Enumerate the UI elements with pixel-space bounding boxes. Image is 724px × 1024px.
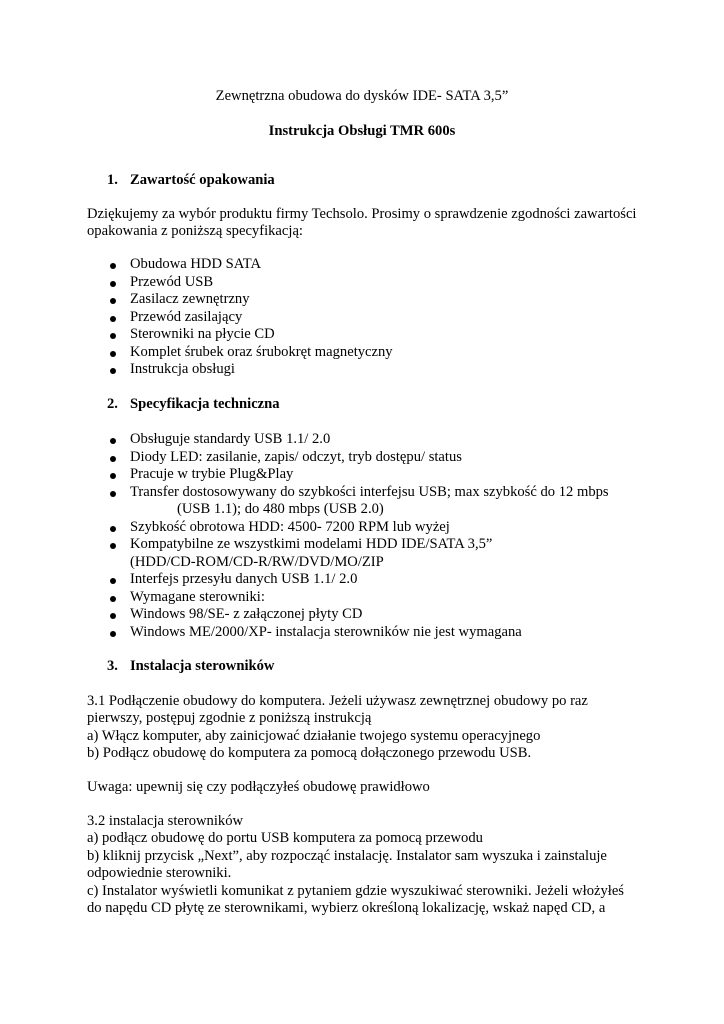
paragraph-line: c) Instalator wyświetli komunikat z pytaniem gdzie wyszukiwać sterowniki. Jeżeli włożyłeś [87,883,624,899]
bullet-icon [110,526,116,532]
section1-heading: Zawartość opakowania [130,172,275,188]
list-item: Instrukcja obsługi [130,361,235,377]
list-item-continuation: (HDD/CD-ROM/CD-R/RW/DVD/MO/ZIP [130,554,384,570]
paragraph-line: 3.1 Podłączenie obudowy do komputera. Jeżeli używasz zewnętrznej obudowy po raz [87,693,588,709]
bullet-icon [110,631,116,637]
section3-number: 3. [107,658,118,674]
paragraph-line: b) kliknij przycisk „Next”, aby rozpocząć instalację. Instalator sam wyszuka i zainstaluje [87,848,607,864]
bullet-icon [110,316,116,322]
bullet-icon [110,543,116,549]
section1-number: 1. [107,172,118,188]
list-item: Pracuje w trybie Plug&Play [130,466,294,482]
bullet-icon [110,596,116,602]
list-item: Windows 98/SE- z załączonej płyty CD [130,606,363,622]
paragraph-line: b) Podłącz obudowę do komputera za pomocą dołączonego przewodu USB. [87,745,532,761]
list-item: Zasilacz zewnętrzny [130,291,250,307]
bullet-icon [110,491,116,497]
bullet-icon [110,368,116,374]
bullet-icon [110,473,116,479]
paragraph-line: 3.2 instalacja sterowników [87,813,244,829]
list-item: Przewód zasilający [130,309,243,325]
bullet-icon [110,438,116,444]
bullet-icon [110,263,116,269]
document-subtitle: Instrukcja Obsługi TMR 600s [268,123,456,139]
list-item: Komplet śrubek oraz śrubokręt magnetyczny [130,344,393,360]
section1-intro-line: opakowania z poniższą specyfikacją: [87,223,303,239]
list-item: Transfer dostosowywany do szybkości interfejsu USB; max szybkość do 12 mbps [130,484,609,500]
paragraph-line: a) podłącz obudowę do portu USB komputera za pomocą przewodu [87,830,483,846]
section2-heading: Specyfikacja techniczna [130,396,280,412]
paragraph-line: do napędu CD płytę ze sterownikami, wybierz określoną lokalizację, wskaż napęd CD, a [87,900,606,916]
section2-number: 2. [107,396,118,412]
bullet-icon [110,298,116,304]
list-item: Wymagane sterowniki: [130,589,265,605]
section1-intro-line: Dziękujemy za wybór produktu firmy Techsolo. Prosimy o sprawdzenie zgodności zawartości [87,206,637,222]
list-item: Kompatybilne ze wszystkimi modelami HDD IDE/SATA 3,5” [130,536,493,552]
list-item: Windows ME/2000/XP- instalacja sterowników nie jest wymagana [130,624,522,640]
paragraph-line: a) Włącz komputer, aby zainicjować działanie twojego systemu operacyjnego [87,728,541,744]
list-item: Diody LED: zasilanie, zapis/ odczyt, tryb dostępu/ status [130,449,462,465]
section3-heading: Instalacja sterowników [130,658,275,674]
paragraph-line: pierwszy, postępuj zgodnie z poniższą instrukcją [87,710,372,726]
list-item: Obsługuje standardy USB 1.1/ 2.0 [130,431,331,447]
list-item: Przewód USB [130,274,214,290]
list-item: Szybkość obrotowa HDD: 4500- 7200 RPM lub wyżej [130,519,450,535]
note-line: Uwaga: upewnij się czy podłączyłeś obudowę prawidłowo [87,779,430,795]
bullet-icon [110,613,116,619]
bullet-icon [110,456,116,462]
bullet-icon [110,578,116,584]
paragraph-line: odpowiednie sterowniki. [87,865,232,881]
list-item: Interfejs przesyłu danych USB 1.1/ 2.0 [130,571,358,587]
document-title: Zewnętrzna obudowa do dysków IDE- SATA 3,5” [215,88,509,104]
list-item: Obudowa HDD SATA [130,256,261,272]
bullet-icon [110,333,116,339]
bullet-icon [110,351,116,357]
list-item-continuation: (USB 1.1); do 480 mbps (USB 2.0) [177,501,384,517]
bullet-icon [110,281,116,287]
list-item: Sterowniki na płycie CD [130,326,275,342]
